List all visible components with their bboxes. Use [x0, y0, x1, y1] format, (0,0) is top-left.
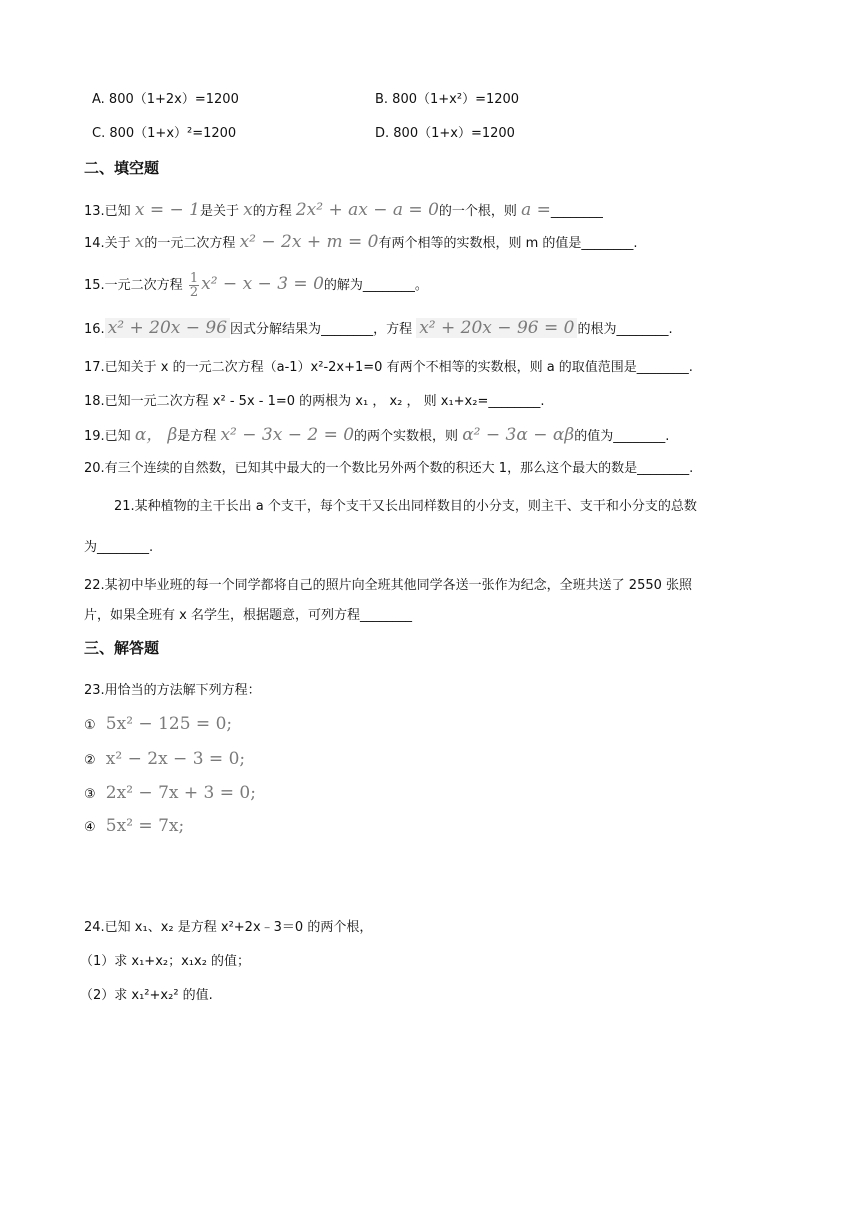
q15-fraction [189, 272, 199, 299]
q16-text: ，方程 [373, 322, 413, 337]
q15-text: 15.一元二次方程 [84, 278, 183, 293]
question-22-line-2: 片，如果全班有 x 名学生，根据题意，可列方程________ [84, 608, 412, 623]
answer-blank: ________. [613, 429, 670, 444]
q23-item-marker: ③ [84, 787, 96, 802]
q23-item-equation: 5x² = 7x; [105, 816, 185, 836]
q14-text: 的一元二次方程 [144, 236, 236, 251]
answer-blank: ________ [550, 204, 603, 219]
answer-blank: ________ [321, 322, 374, 337]
q13-math-1: x = − 1 [134, 200, 200, 220]
question-24-title: 24.已知 x₁、x₂ 是方程 x²+2x﹣3＝0 的两个根， [84, 920, 373, 935]
question-22-line-1: 22.某初中毕业班的每一个同学都将自己的照片向全班其他同学各送一张作为纪念，全班共送了 2550 张照 [84, 578, 693, 593]
q23-item-equation: 5x² − 125 = 0; [105, 714, 233, 734]
q19-math-beta: β [167, 425, 178, 445]
q19-text: 19.已知 [84, 429, 131, 444]
q23-item-marker: ② [84, 753, 96, 768]
q16-text: 因式分解结果为 [230, 322, 322, 337]
q14-math-1: x [134, 232, 145, 252]
q14-math-2: x² − 2x + m = 0 [239, 232, 379, 252]
question-20: 20.有三个连续的自然数，已知其中最大的一个数比另外两个数的积还大 1，那么这个最大的数是________. [84, 461, 694, 476]
question-16 [84, 318, 673, 340]
question-14 [84, 232, 638, 254]
question-18: 18.已知一元二次方程 x² - 5x - 1=0 的两根为 x₁ ， x₂ ， 则 x₁+x₂=________. [84, 394, 545, 409]
q13-text: 的方程 [252, 204, 292, 219]
q19-math-equation: x² − 3x − 2 = 0 [220, 425, 355, 445]
q13-math-4: a = [521, 200, 551, 220]
answer-blank: ________. [616, 322, 673, 337]
q23-item-1 [84, 714, 232, 736]
question-24-part-2: （2）求 x₁²+x₂² 的值. [80, 988, 213, 1003]
q23-item-3 [84, 783, 256, 805]
q13-text: 13.已知 [84, 204, 131, 219]
q14-text: 14.关于 [84, 236, 131, 251]
q23-item-2 [84, 749, 245, 771]
option-b: B. 800（1+x²）=1200 [375, 92, 520, 107]
q23-item-equation: 2x² − 7x + 3 = 0; [105, 783, 256, 803]
q23-item-marker: ④ [84, 820, 96, 835]
q15-math-1: x² − x − 3 = 0 [201, 274, 324, 294]
question-19 [84, 425, 669, 447]
q15-denominator: 2 [189, 285, 199, 300]
q13-math-2: x [243, 200, 253, 220]
answer-blank: ________。 [362, 278, 428, 293]
q19-math-alpha: α， [134, 425, 164, 445]
q19-math-expression: α² − 3α − αβ [462, 425, 575, 445]
question-21-line-2: 为________. [84, 540, 154, 555]
q19-text: 的两个实数根，则 [354, 429, 459, 444]
question-17: 17.已知关于 x 的一元二次方程（a-1）x²-2x+1=0 有两个不相等的实数根，则 a 的取值范围是________. [84, 360, 693, 375]
q16-math-1: x² + 20x − 96 [105, 318, 230, 338]
section-heading-solve: 三、解答题 [84, 639, 160, 657]
q16-math-2: x² + 20x − 96 = 0 [416, 318, 577, 338]
q14-text: 有两个相等的实数根，则 m 的值是 [378, 236, 582, 251]
question-13 [84, 200, 603, 222]
q19-text: 的值为 [574, 429, 614, 444]
answer-blank: ________. [581, 236, 638, 251]
option-a: A. 800（1+2x）=1200 [92, 92, 239, 107]
q13-text: 是关于 [199, 204, 239, 219]
q16-text: 16. [84, 322, 105, 337]
section-heading-fill-blank: 二、填空题 [84, 159, 160, 177]
q19-text: 是方程 [177, 429, 217, 444]
question-24-part-1: （1）求 x₁+x₂；x₁x₂ 的值； [80, 954, 251, 969]
q13-text: 的一个根，则 [438, 204, 517, 219]
question-23-title: 23.用恰当的方法解下列方程： [84, 683, 261, 698]
q13-math-3: 2x² + ax − a = 0 [295, 200, 439, 220]
question-21-line-1: 21.某种植物的主干长出 a 个支干，每个支干又长出同样数目的小分支，则主干、支干和小分支的总数 [114, 499, 697, 514]
option-c: C. 800（1+x）²=1200 [92, 126, 237, 141]
q15-numerator: 1 [189, 271, 199, 286]
q23-item-equation: x² − 2x − 3 = 0; [105, 749, 246, 769]
question-15 [84, 272, 428, 299]
q23-item-marker: ① [84, 718, 96, 733]
option-d: D. 800（1+x）=1200 [375, 126, 515, 141]
q23-item-4 [84, 816, 184, 838]
q15-text: 的解为 [323, 278, 363, 293]
q16-text: 的根为 [577, 322, 617, 337]
